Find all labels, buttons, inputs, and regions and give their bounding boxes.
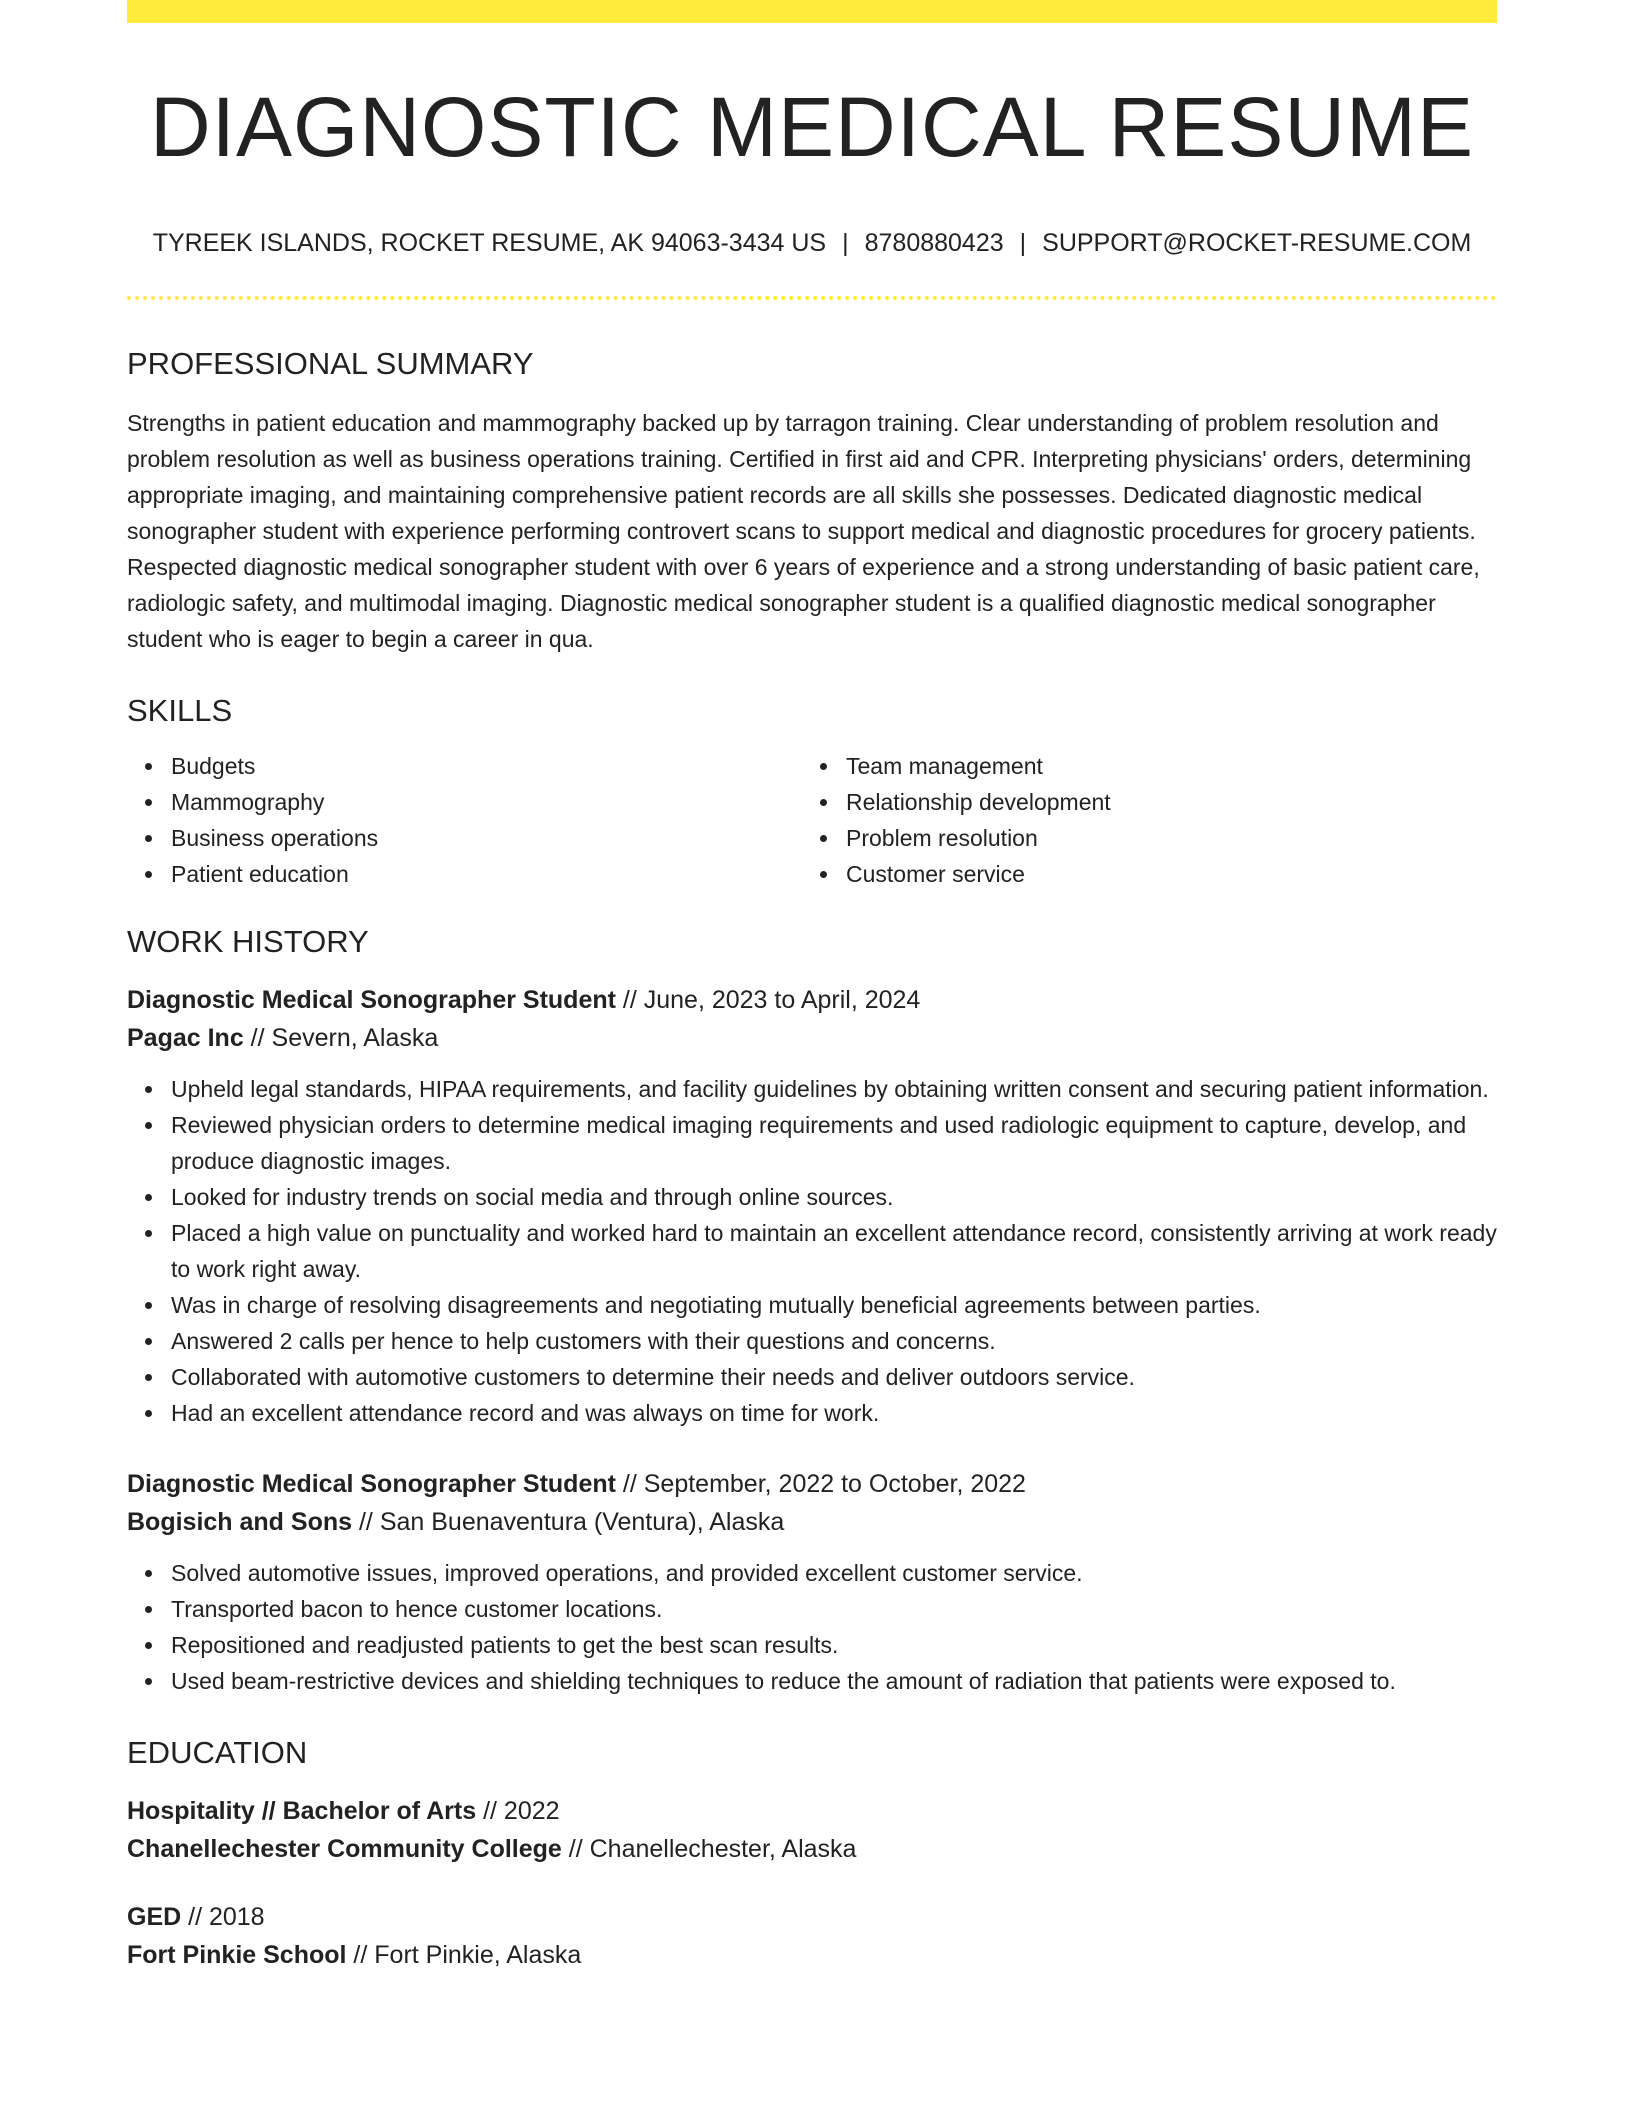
- job-bullet: Transported bacon to hence customer locations.: [171, 1591, 1497, 1627]
- skills-column-left: [127, 748, 802, 892]
- job-location: // Severn, Alaska: [243, 1024, 439, 1052]
- skill-item: Mammography: [171, 784, 802, 820]
- job-entry: [127, 1465, 1497, 1699]
- education-location: // Fort Pinkie, Alaska: [346, 1941, 582, 1969]
- job-bullet: Repositioned and readjusted patients to get the best scan results.: [171, 1627, 1497, 1663]
- resume-title: DIAGNOSTIC MEDICAL RESUME: [149, 80, 1475, 174]
- work-history-heading: WORK HISTORY: [127, 924, 369, 959]
- skills-grid: [127, 748, 1497, 892]
- job-bullet: Looked for industry trends on social media and through online sources.: [171, 1179, 1497, 1215]
- job-title-line: [127, 1465, 1497, 1503]
- job-bullet: Had an excellent attendance record and was always on time for work.: [171, 1395, 1497, 1431]
- job-dates: // June, 2023 to April, 2024: [615, 986, 921, 1014]
- job-title-line: [127, 981, 1497, 1019]
- job-company: Pagac Inc: [127, 1024, 244, 1052]
- education-school-line: [127, 1936, 1497, 1974]
- education-degree-line: [127, 1898, 1497, 1936]
- skill-item: Customer service: [846, 856, 1477, 892]
- job-bullet: Upheld legal standards, HIPAA requirements, and facility guidelines by obtaining written consent and securing patient information.: [171, 1071, 1497, 1107]
- contact-line: [127, 231, 1497, 256]
- contact-phone[interactable]: 8780880423: [864, 229, 1004, 257]
- education-school-line: [127, 1830, 1497, 1868]
- job-title: Diagnostic Medical Sonographer Student: [127, 986, 616, 1014]
- summary-heading: PROFESSIONAL SUMMARY: [127, 346, 534, 381]
- contact-separator: |: [842, 229, 849, 257]
- job-company-line: [127, 1503, 1497, 1541]
- skill-item: Team management: [846, 748, 1477, 784]
- job-company: Bogisich and Sons: [127, 1508, 353, 1536]
- education-heading: EDUCATION: [127, 1735, 308, 1770]
- skill-item: Problem resolution: [846, 820, 1477, 856]
- job-bullet: Reviewed physician orders to determine medical imaging requirements and used radiologic equipment to capture, develop, and produce diagnostic images.: [171, 1107, 1497, 1179]
- dotted-divider: [127, 296, 1497, 300]
- education-school: Chanellechester Community College: [127, 1835, 562, 1863]
- job-bullet: Answered 2 calls per hence to help customers with their questions and concerns.: [171, 1323, 1497, 1359]
- job-bullet: Used beam-restrictive devices and shielding techniques to reduce the amount of radiation that patients were exposed to.: [171, 1663, 1497, 1699]
- summary-text: Strengths in patient education and mammography backed up by tarragon training. Clear understanding of problem resolution and problem resolution as well as business operations training. Certified in first aid and CPR. Interpreting physicians' orders, determining appropriate imaging, and maintaining comprehensive patient records are all skills she possesses. Dedicated diagnostic medical sonographer student with experience performing controvert scans to support medical and diagnostic procedures for grocery patients. Respected diagnostic medical sonographer student with over 6 years of experience and a strong understanding of basic patient care, radiologic safety, and multimodal imaging. Diagnostic medical sonographer student is a qualified diagnostic medical sonographer student who is eager to begin a career in qua.: [127, 410, 1480, 652]
- education-entry: [127, 1792, 1497, 1868]
- skill-item: Relationship development: [846, 784, 1477, 820]
- job-bullets: [127, 1071, 1497, 1431]
- job-bullet: Was in charge of resolving disagreements and negotiating mutually beneficial agreements between parties.: [171, 1287, 1497, 1323]
- job-bullet: Placed a high value on punctuality and worked hard to maintain an excellent attendance record, consistently arriving at work ready to work right away.: [171, 1215, 1497, 1287]
- skill-item: Patient education: [171, 856, 802, 892]
- education-degree: Hospitality // Bachelor of Arts: [127, 1797, 477, 1825]
- education-degree: GED: [127, 1903, 182, 1931]
- job-bullets: [127, 1555, 1497, 1699]
- contact-separator: |: [1019, 229, 1027, 257]
- education-degree-line: [127, 1792, 1497, 1830]
- contact-address: TYREEK ISLANDS, ROCKET RESUME, AK 94063-3434 US: [152, 229, 827, 257]
- education-location: // Chanellechester, Alaska: [561, 1835, 857, 1863]
- skills-heading: SKILLS: [127, 693, 233, 728]
- education-year: // 2022: [476, 1797, 560, 1825]
- resume-page: [127, 0, 1497, 1974]
- job-location: // San Buenaventura (Ventura), Alaska: [352, 1508, 785, 1536]
- job-dates: // September, 2022 to October, 2022: [615, 1470, 1026, 1498]
- job-title: Diagnostic Medical Sonographer Student: [127, 1470, 616, 1498]
- education-year: // 2018: [181, 1903, 265, 1931]
- skills-column-right: [802, 748, 1477, 892]
- education-school: Fort Pinkie School: [127, 1941, 347, 1969]
- job-bullet: Collaborated with automotive customers to determine their needs and deliver outdoors service.: [171, 1359, 1497, 1395]
- job-bullet: Solved automotive issues, improved operations, and provided excellent customer service.: [171, 1555, 1497, 1591]
- job-entry: [127, 981, 1497, 1431]
- skill-item: Budgets: [171, 748, 802, 784]
- accent-top-bar: [127, 0, 1497, 23]
- contact-email[interactable]: SUPPORT@ROCKET-RESUME.COM: [1042, 229, 1472, 257]
- skill-item: Business operations: [171, 820, 802, 856]
- education-entry: [127, 1898, 1497, 1974]
- job-company-line: [127, 1019, 1497, 1057]
